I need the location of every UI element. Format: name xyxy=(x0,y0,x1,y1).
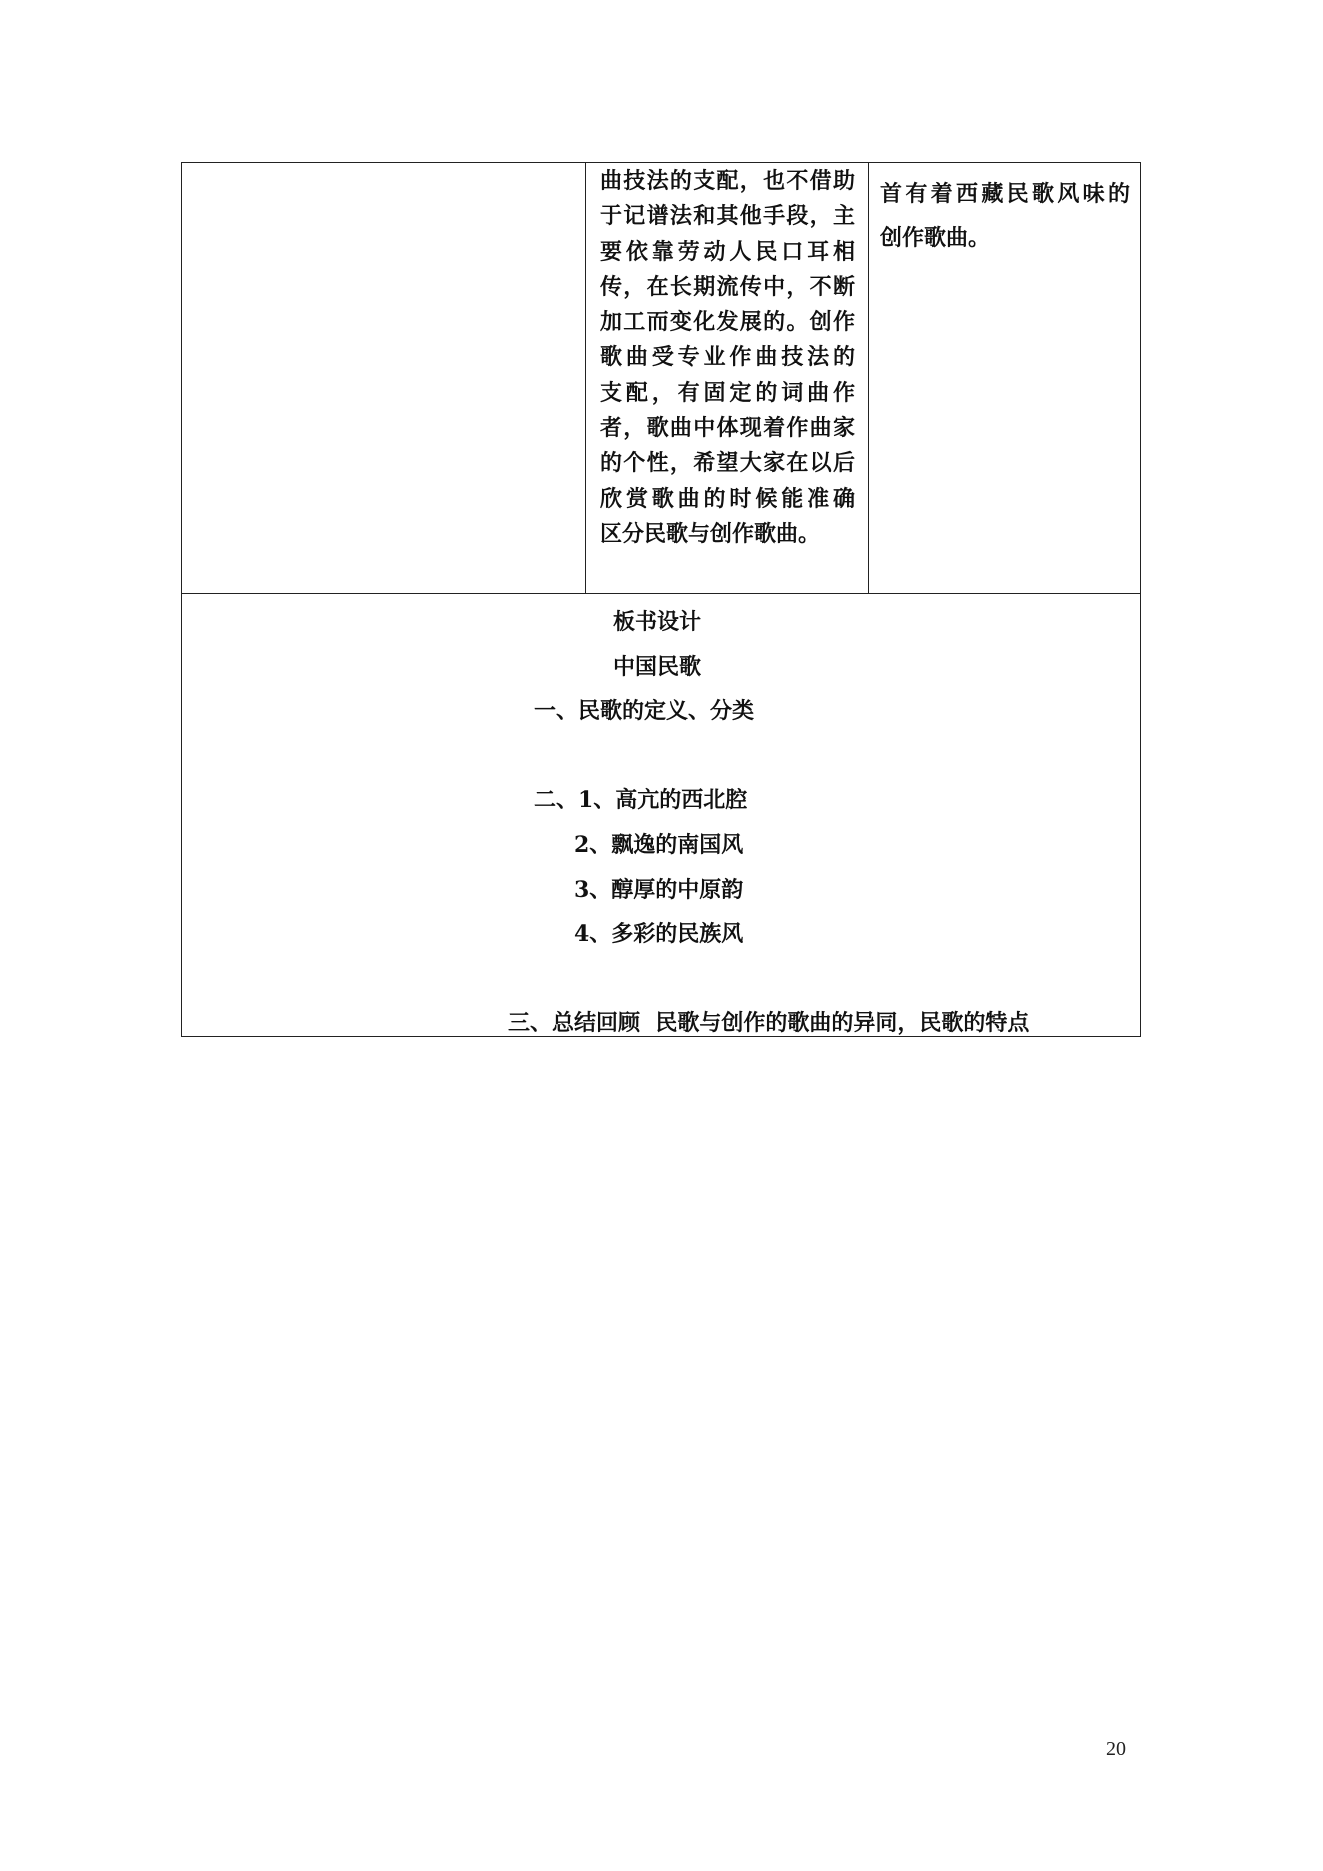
text-line: 者，歌曲中体现着作曲家 xyxy=(600,415,855,442)
right-cell-text xyxy=(880,172,1130,260)
board-item-2-4: 4、多彩的民族风 xyxy=(574,921,744,947)
board-design-heading: 板书设计 xyxy=(613,609,702,635)
board-item-3: 三、总结回顾 民歌与创作的歌曲的异同，民歌的特点 xyxy=(508,1010,1030,1036)
text-line: 支配，有固定的词曲作 xyxy=(600,379,855,406)
board-item-2: 二、1、高亢的西北腔 xyxy=(534,787,748,813)
board-design-section xyxy=(181,593,1141,1037)
text-line: 加工而变化发展的。创作 xyxy=(600,309,855,336)
board-item-1: 一、民歌的定义、分类 xyxy=(534,698,755,724)
column-divider-right xyxy=(868,162,869,593)
text-line: 歌曲受专业作曲技法的 xyxy=(600,344,855,371)
board-design-title: 中国民歌 xyxy=(613,654,702,680)
empty-left-cell xyxy=(183,164,583,591)
column-divider-left xyxy=(585,162,586,593)
text-line: 传，在长期流传中，不断 xyxy=(600,273,855,300)
text-line: 欣赏歌曲的时候能准确 xyxy=(600,485,855,512)
middle-cell-text xyxy=(600,164,855,552)
board-item-2-2: 2、飘逸的南国风 xyxy=(574,832,744,858)
text-line: 首有着西藏民歌风味的 xyxy=(880,181,1130,207)
text-line: 要依靠劳动人民口耳相 xyxy=(600,238,855,265)
text-line: 创作歌曲。 xyxy=(880,225,991,251)
text-line: 区分民歌与创作歌曲。 xyxy=(600,520,821,547)
board-item-2-3: 3、醇厚的中原韵 xyxy=(574,877,744,903)
text-line: 的个性，希望大家在以后 xyxy=(600,450,855,477)
page-number: 20 xyxy=(1106,1738,1126,1760)
text-line: 曲技法的支配，也不借助 xyxy=(600,168,855,194)
text-line: 于记谱法和其他手段，主 xyxy=(600,203,855,230)
